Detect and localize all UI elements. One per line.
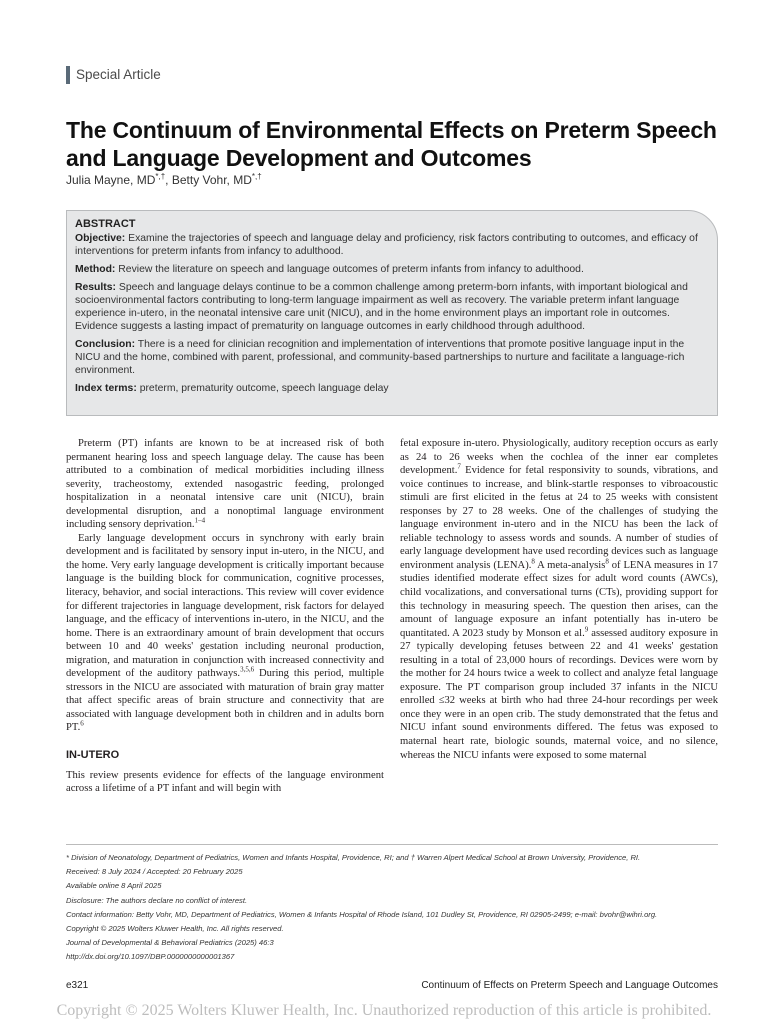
paragraph-text: During this period, multiple stressors in the NICU are associated with maturation of brain gray matter that affect specific areas of brain structure and connectivity that are associated with language development both in children and in adults born PT. [66, 668, 385, 734]
paragraph-text: of LENA measures in 17 studies identified moderate effect sizes for adult word counts (AWCs), child vocalizations, and conversational turns (CTs), providing support for this technology in measuring speech. The question then arises, can the amount of language exposure an infant potentially has in-utero be quantitated. A 2023 study by Monson et al. [400, 559, 718, 639]
abstract-heading: ABSTRACT [75, 218, 136, 230]
author-list [66, 172, 262, 187]
body-column-right [400, 437, 718, 762]
abstract-method-label: Method: [75, 264, 116, 275]
footnotes [66, 844, 718, 965]
footnote-copyright: Copyright © 2025 Wolters Kluwer Health, Inc. All rights reserved. [66, 924, 284, 934]
citation-reference[interactable]: 3,5,6 [240, 665, 255, 674]
abstract-index-terms [75, 382, 709, 395]
abstract-results [75, 281, 709, 333]
abstract-objective-text: Examine the trajectories of speech and language delay and proficiency, risk factors contributing to outcomes, and efficacy of interventions for preterm infants from infancy to adulthood. [75, 233, 698, 257]
abstract-box [66, 210, 718, 416]
page-number: e321 [66, 980, 89, 991]
body-column-left [66, 437, 384, 796]
author-name[interactable]: Julia Mayne, MD [66, 173, 156, 187]
copyright-banner: Copyright © 2025 Wolters Kluwer Health, Inc. Unauthorized reproduction of this article is prohibited. [56, 1002, 712, 1019]
abstract-conclusion-text: There is a need for clinician recognition and implementation of interventions that promote positive language input in the NICU and the home, combined with parent, professional, and community-based partnerships to nurture and facilitate a language-rich environment. [75, 339, 685, 376]
abstract-results-text: Speech and language delays continue to be a common challenge among preterm-born infants, with important biological and socioenvironmental factors contributing to long-term language impairment as well as recovery. The variable preterm infant language experience in-utero, in the neonatal intensive care unit (NICU), and in the home environment plays an important role in outcomes. Evidence suggests a lasting impact of prematurity on language outcomes in early childhood through adulthood. [75, 282, 688, 332]
citation-reference[interactable]: 1–4 [194, 516, 206, 525]
footnote-journal: Journal of Developmental & Behavioral Pediatrics (2025) 46:3 [66, 938, 274, 948]
section-label: Special Article [66, 66, 161, 84]
footnote-received: Received: 8 July 2024 / Accepted: 20 February 2025 [66, 867, 243, 877]
citation-reference[interactable]: 8 [605, 557, 609, 566]
citation-reference[interactable]: 7 [457, 462, 461, 471]
footnote-contact: Contact information: Betty Vohr, MD, Department of Pediatrics, Women & Infants Hospital of Rhode Island, 101 Dudley St, Providence, RI 02905-2499; e-mail: bvohr@wihri.org. [66, 909, 658, 919]
abstract-results-label: Results: [75, 282, 116, 293]
paragraph-text: assessed auditory exposure in 27 typically developing fetuses between 22 and 41 weeks' gestation resulting in a total of 23,000 hours of recordings. Devices were worn by the mother for 24 hours twice a week to collect and analyze fetal language exposure. The PT comparison group included 37 infants in the NICU enrolled ≤32 weeks at birth who had three 24-hour recordings per week once they were in an open crib. The study demonstrated that the fetus and NICU infant sound environments differed. The fetus was exposed to maternal heart rate, biologic sounds, maternal voice, and no silence, whereas the NICU infants were exposed to some maternal [400, 627, 718, 761]
paragraph-text: Preterm (PT) infants are known to be at increased risk of both permanent hearing loss and speech language delay. The cause has been attributed to a combination of medical morbidities including illness severity, tracheostomy, extended nasogastric feeding, prolonged hospitalization in a neonatal intensive care unit (NICU), brain developmental disruption, and a nonoptimal language environment including sensory deprivation. [66, 438, 384, 531]
abstract-method-text: Review the literature on speech and language outcomes of preterm infants from infancy to adulthood. [118, 264, 584, 275]
paragraph-text: fetal exposure in-utero. Physiologically, auditory reception occurs as early as 24 to 26 weeks when the cochlea of the inner ear completes development. [400, 438, 718, 477]
paragraph-text: A meta-analysis [534, 559, 606, 571]
citation-reference[interactable]: 9 [584, 625, 589, 634]
footnote-affiliations: * Division of Neonatology, Department of Pediatrics, Women and Infants Hospital, Providence, RI; and † Warren Alpert Medical School at Brown University, Providence, RI. [66, 853, 641, 862]
citation-reference[interactable]: 8 [531, 557, 535, 566]
paragraph-text: Early language development occurs in synchrony with early brain development and is facilitated by sensory input in-utero, in the NICU, and the home. Very early language development is critically important because language is the building block for communication, cognitive processes, literacy, behavior, and social interactions. This review will cover evidence for different trajectories in language development, risk factors for delayed language, and the efficacy of interventions in-utero, in the NICU, and the home. There is an extraordinary amount of brain development that occurs between 10 and 40 weeks' gestation including neuronal production, migration, and maturation in conjunction with increased connectivity and development of the auditory pathways. [66, 532, 384, 680]
footnote-online: Available online 8 April 2025 [66, 881, 162, 891]
author-affiliation-mark: *,† [155, 172, 166, 181]
section-heading-in-utero: IN-UTERO [66, 749, 120, 762]
body-paragraph [66, 532, 384, 735]
abstract-conclusion-label: Conclusion: [75, 339, 136, 350]
body-paragraph [400, 437, 718, 762]
footnote-disclosure: Disclosure: The authors declare no conflict of interest. [66, 895, 248, 905]
abstract-conclusion [75, 338, 709, 377]
index-terms-label: Index terms: [75, 383, 137, 394]
body-paragraph: This review presents evidence for effects of the language environment across a lifetime of a PT infant and will begin with [66, 769, 384, 795]
footnote-doi-link[interactable]: http://dx.doi.org/10.1097/DBP.0000000000001367 [66, 952, 235, 962]
paragraph-text: Evidence for fetal responsivity to sounds, vibrations, and voice continues to increase, and blink-startle responses to vibroacoustic stimuli are first elicited in the fetus at 24 to 25 weeks with consistent responses by 27 to 28 weeks. One of the challenges of studying the language environment in-utero and in the NICU has been the lack of reliable technology to assess words and sounds. A number of studies of early language development have used recording devices such as language environment analysis (LENA). [400, 465, 718, 571]
citation-reference[interactable]: 6 [80, 719, 84, 728]
author-separator: , [165, 173, 172, 187]
article-title: The Continuum of Environmental Effects on Preterm Speech and Language Development and Outcomes [66, 117, 717, 171]
author-name[interactable]: Betty Vohr, MD [171, 173, 252, 187]
abstract-objective [75, 232, 709, 258]
author-affiliation-mark: *,† [251, 172, 262, 181]
index-terms-text: preterm, prematurity outcome, speech language delay [139, 383, 389, 394]
body-paragraph [66, 437, 384, 532]
abstract-method [75, 263, 709, 276]
abstract-objective-label: Objective: [75, 233, 126, 244]
running-head: Continuum of Effects on Preterm Speech and Language Outcomes [421, 980, 718, 991]
